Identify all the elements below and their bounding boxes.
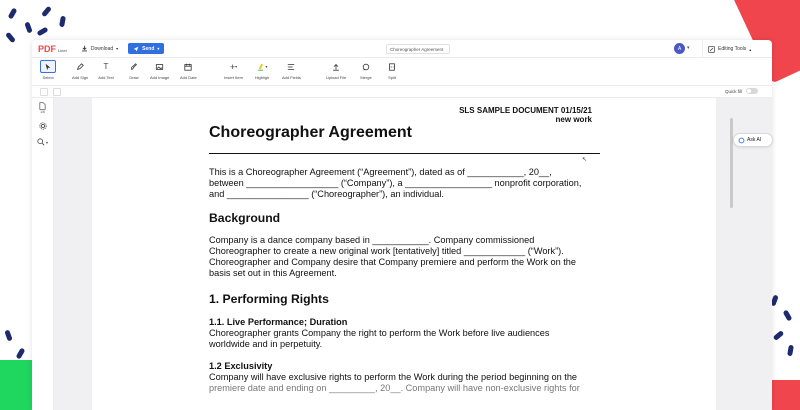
app-window (32, 40, 772, 410)
ask-ai-button[interactable] (733, 133, 773, 147)
upload-icon (332, 63, 340, 71)
tool-draw[interactable] (126, 60, 142, 80)
ask-ai-label: Ask AI (747, 137, 762, 143)
ai-icon (738, 137, 745, 144)
tool-label: Add Image (150, 75, 170, 80)
page-icon (39, 102, 46, 110)
zoom-icon (37, 138, 45, 146)
quick-fill-label: Quick fill (724, 88, 742, 94)
section-1-1-line: Choreographer grants Company the right to perform the Work before live audiences (209, 328, 550, 338)
tool-label: Upload File (326, 75, 347, 80)
settings-button[interactable] (32, 122, 53, 130)
cursor-icon (44, 63, 52, 71)
tool-merge[interactable] (358, 60, 374, 80)
highlighter-icon (256, 63, 265, 71)
logo-suffix: Liner (58, 47, 67, 53)
chevron-down-icon: ▾ (157, 46, 160, 51)
tool-add-date[interactable] (180, 60, 197, 80)
brush-icon (130, 63, 138, 71)
merge-icon (362, 63, 370, 71)
zoom-button[interactable] (32, 138, 53, 146)
tool-label: Merge (360, 75, 372, 80)
section1-heading: 1. Performing Rights (209, 292, 329, 306)
section-1-1-line: worldwide and in perpetuity. (209, 339, 323, 349)
tool-select[interactable] (40, 60, 56, 80)
download-icon (81, 45, 88, 52)
pen-icon (76, 63, 84, 71)
tool-insert-item[interactable]: + ▾ Insert Item (224, 61, 243, 80)
section-1-2-line: premiere date and ending on _________, 20__. Company will have non-exclusive rights for (209, 383, 580, 393)
download-label: Download (90, 45, 114, 52)
editing-tools-button[interactable] (702, 40, 751, 58)
tool-label: Draw (129, 75, 139, 80)
tool-label: Add Text (98, 75, 114, 80)
section-1-1-heading: 1.1. Live Performance; Duration (209, 317, 348, 327)
tool-label: Select (42, 75, 54, 80)
intro-line: between __________________ (“Company”), a _________________ nonprofit corporation, (209, 178, 582, 188)
editing-tools-icon (708, 46, 715, 53)
editing-toolbar (32, 58, 772, 86)
fields-icon (287, 63, 295, 71)
download-button[interactable] (81, 45, 118, 52)
background-line: Choreographer to create a new original work [tentatively] titled ____________ (“Work”). (209, 246, 564, 256)
tool-add-text[interactable] (98, 60, 114, 80)
quick-fill-toggle[interactable] (746, 88, 758, 94)
background-heading: Background (209, 211, 281, 225)
split-icon (388, 63, 396, 71)
chevron-down-icon[interactable]: ▾ (687, 45, 690, 51)
sub-toolbar (32, 86, 772, 98)
tool-label: Insert Item (224, 75, 243, 80)
app-logo[interactable] (38, 44, 67, 54)
chevron-down-icon: ▾ (116, 46, 119, 51)
section-1-2-heading: 1.2 Exclusivity (209, 361, 273, 371)
document-name-field[interactable]: Choreographer Agreement (386, 44, 450, 54)
chevron-down-icon: ▾ (45, 139, 48, 145)
document-viewer[interactable] (54, 98, 772, 410)
gear-icon (39, 122, 47, 130)
background-line: basis set out in this Agreement. (209, 268, 337, 278)
calendar-icon (184, 63, 192, 71)
intro-line: and ________________ (“Choreographer”), an individual. (209, 189, 444, 199)
doc-header-line1: SLS SAMPLE DOCUMENT 01/15/21 (459, 106, 592, 115)
mouse-cursor-icon: ↖ (582, 157, 588, 163)
avatar[interactable]: A (674, 43, 685, 54)
tool-label: Add Sign (72, 75, 89, 80)
tool-split[interactable] (384, 60, 400, 80)
tool-label: Add Date (180, 75, 197, 80)
left-rail (32, 98, 54, 410)
logo-text: PDF (38, 43, 56, 54)
background-line: Choreographer and Company desire that Company premiere and perform the Work on the (209, 257, 577, 267)
tool-label: Split (388, 75, 396, 80)
background-line: Company is a dance company based in ___________. Company commissioned (209, 235, 535, 245)
tool-upload-file[interactable] (326, 60, 346, 80)
send-label: Send (142, 45, 155, 52)
top-bar (32, 40, 772, 58)
tool-label: Highligh (254, 75, 270, 80)
tool-highlight[interactable]: ▾ Highligh (254, 64, 270, 80)
tool-add-sign[interactable] (72, 60, 88, 80)
quick-fill-control[interactable] (725, 88, 758, 94)
tool-add-fields[interactable] (282, 60, 301, 80)
send-button[interactable] (128, 43, 164, 54)
document-content (92, 98, 716, 410)
redo-button[interactable] (53, 88, 61, 96)
tool-label: Add Fields (282, 75, 301, 80)
plus-icon: + (229, 61, 236, 72)
editing-tools-label: Editing Tools (718, 46, 747, 52)
tool-add-image[interactable] (150, 60, 169, 80)
undo-button[interactable] (40, 88, 48, 96)
chevron-up-icon: ▴ (749, 46, 752, 52)
document-page (92, 98, 716, 410)
page-indicator: 1/6 (40, 110, 45, 114)
send-icon (133, 46, 139, 52)
document-title: Choreographer Agreement (209, 124, 412, 141)
section-1-2-line: Company will have exclusive rights to perform the Work during the period beginning on the (209, 372, 578, 382)
pages-thumbnail-button[interactable] (32, 102, 53, 114)
intro-line: This is a Choreographer Agreement (“Agreement”), dated as of ___________, 20__, (209, 167, 552, 177)
doc-header-line2: new work (555, 115, 592, 124)
image-icon (155, 63, 164, 71)
vertical-scrollbar[interactable] (730, 118, 733, 208)
title-divider (209, 153, 600, 154)
text-icon: T (103, 62, 109, 71)
